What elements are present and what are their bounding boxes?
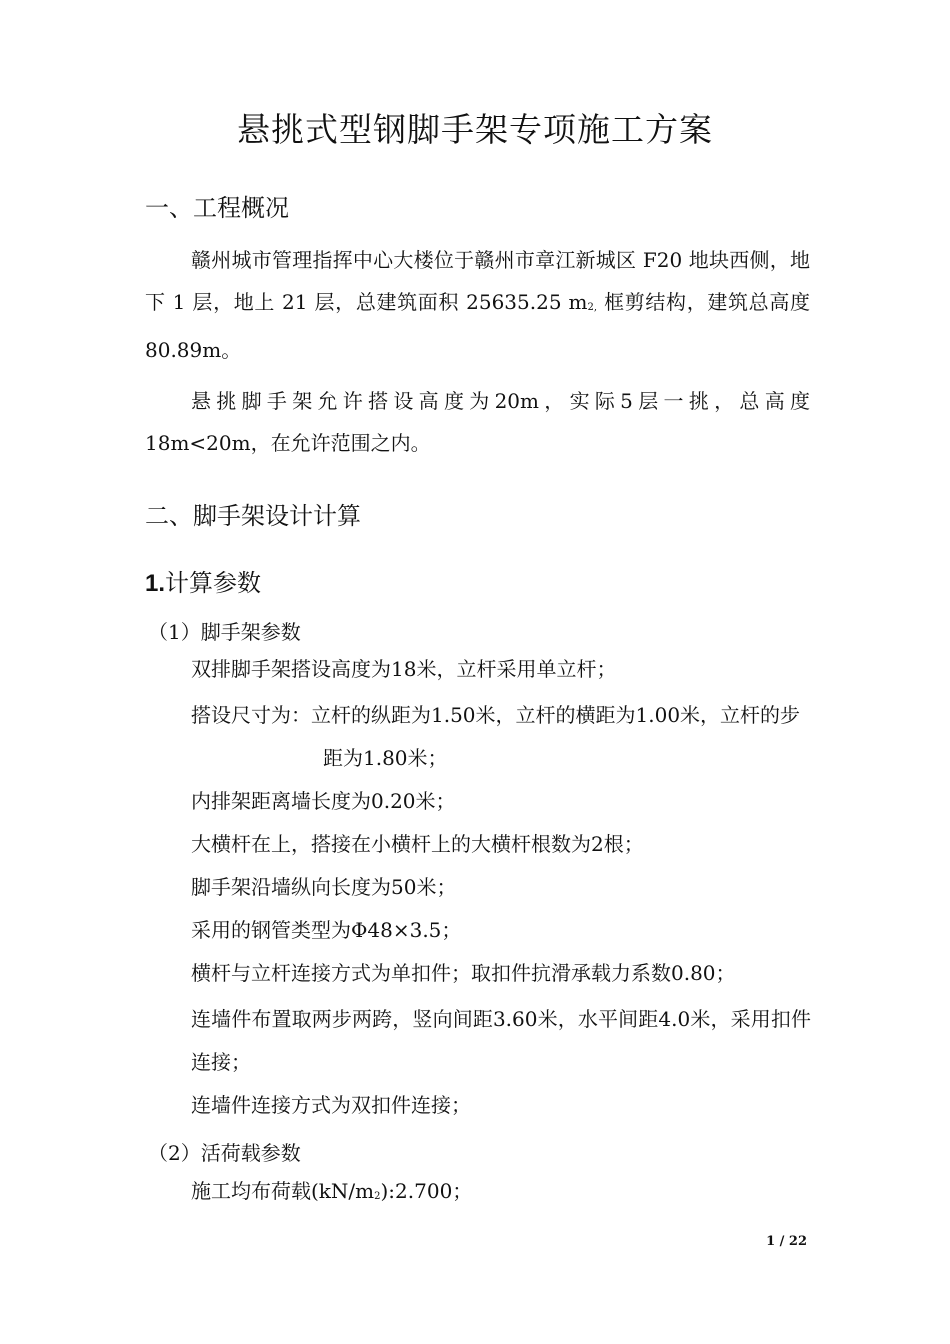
- load-text-a: 施工均布荷载(kN/m: [191, 1179, 375, 1203]
- document-title: 悬挑式型钢脚手架专项施工方案: [237, 110, 713, 149]
- param-item: 脚手架沿墙纵向长度为50米；: [191, 875, 457, 899]
- load-unit-superscript: 2: [374, 1191, 381, 1202]
- param-item: 连墙件布置取两步两跨，竖向间距3.60米，水平间距4.0米，采用扣件连接；: [191, 1007, 811, 1074]
- section-heading-overview: 一、工程概况: [145, 194, 289, 222]
- subsection-title: 计算参数: [165, 569, 262, 597]
- param-item: 大横杆在上，搭接在小横杆上的大横杆根数为2根；: [191, 832, 644, 856]
- group-label-live-load: （2）活荷载参数: [148, 1141, 301, 1165]
- param-item: 连墙件连接方式为双扣件连接；: [191, 1093, 471, 1117]
- subsection-heading-params: [145, 563, 261, 598]
- overview-text-b: 框剪结构，建筑总高度 80.89m。: [145, 290, 810, 362]
- group-label-scaffold: （1）脚手架参数: [148, 620, 301, 644]
- overview-text-a: 赣州城市管理指挥中心大楼位于赣州市章江新城区 F20 地块西侧，地下 1 层，地上 21 层，总建筑面积 25635.25 m: [145, 248, 810, 314]
- param-item: 内排架距离墙长度为0.20米；: [191, 789, 456, 813]
- load-text-b: ):2.700；: [380, 1179, 473, 1203]
- page-number: 1 / 22: [766, 1234, 807, 1249]
- param-item: 采用的钢管类型为Φ48×3.5；: [191, 918, 462, 942]
- param-item: 双排脚手架搭设高度为18米，立杆采用单立杆；: [191, 657, 617, 681]
- load-item: [191, 1170, 811, 1218]
- overview-paragraph-1: [145, 239, 810, 371]
- area-unit-superscript: 2,: [587, 302, 598, 313]
- param-item: 搭设尺寸为：立杆的纵距为1.50米，立杆的横距为1.00米，立杆的步距为1.80米；: [191, 703, 801, 770]
- subsection-number: 1.: [145, 570, 166, 597]
- overview-paragraph-2: 悬挑脚手架允许搭设高度为20m，实际5层一挑，总高度18m<20m，在允许范围之内。: [145, 389, 810, 455]
- param-item: 横杆与立杆连接方式为单扣件；取扣件抗滑承载力系数0.80；: [191, 961, 736, 985]
- section-heading-design: 二、脚手架设计计算: [145, 502, 361, 530]
